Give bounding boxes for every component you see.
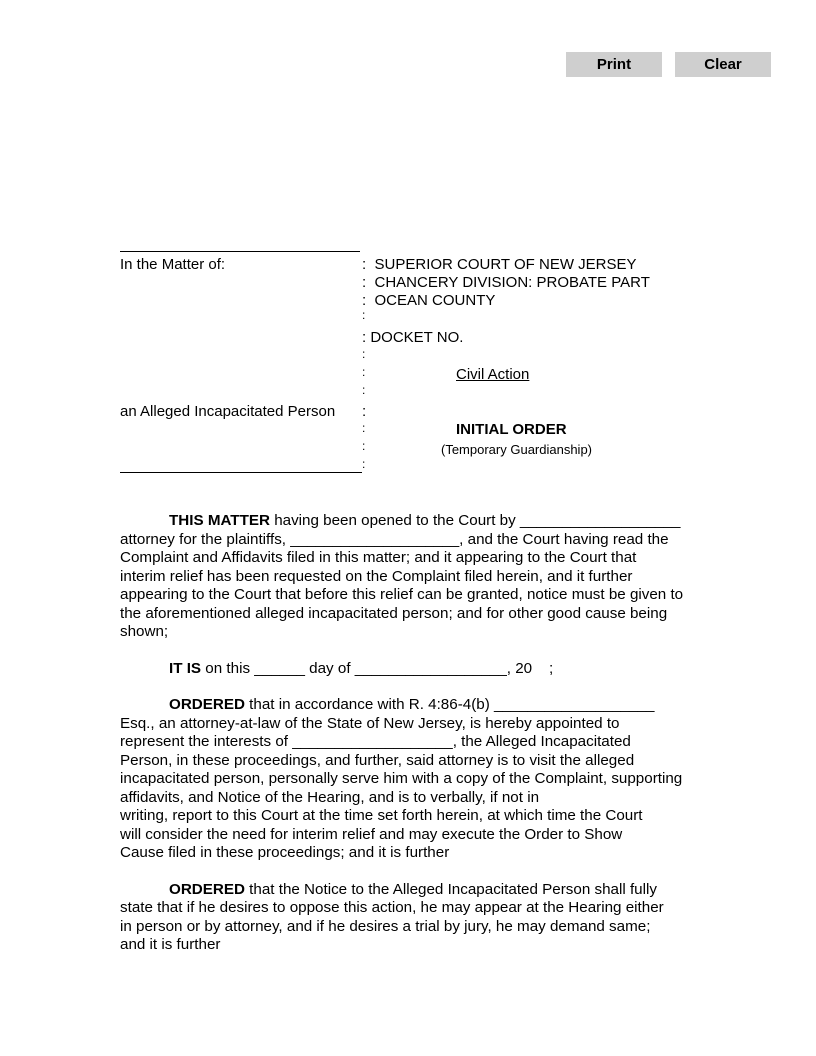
p1-line-5: appearing to the Court that before this relief can be granted, notice must be given to: [120, 586, 684, 603]
clear-button[interactable]: Clear: [675, 52, 771, 77]
p1-line-3: Complaint and Affidavits filed in this matter; and it appearing to the Court that: [120, 549, 637, 566]
p1-line-7: shown;: [120, 623, 169, 640]
p2-line-1: [169, 660, 553, 678]
docket-label: DOCKET NO.: [370, 329, 464, 346]
p3-line-8: will consider the need for interim relief and may execute the Order to Show: [120, 826, 623, 843]
colon-sep: :: [362, 308, 366, 322]
p3-line-5: incapacitated person, personally serve him with a copy of the Complaint, supporting: [120, 770, 683, 787]
p4-line-4: and it is further: [120, 936, 221, 953]
p2-text-1: on this ______ day of __________________, 20 ;: [201, 660, 554, 677]
colon-sep: :: [362, 439, 366, 453]
p1-line-4: interim relief has been requested on the Complaint filed herein, and it further: [120, 568, 633, 585]
this-matter-bold: THIS MATTER: [169, 512, 270, 529]
alleged-person-label: an Alleged Incapacitated Person: [120, 403, 336, 420]
it-is-bold: IT IS: [169, 660, 202, 677]
p3-line-6: affidavits, and Notice of the Hearing, and is to verbally, if not in: [120, 789, 540, 806]
p3-line-9: Cause filed in these proceedings; and it is further: [120, 844, 450, 861]
p1-text-1: having been opened to the Court by ___________________: [269, 512, 681, 529]
ordered-bold-2: ORDERED: [169, 881, 245, 898]
p3-line-7: writing, report to this Court at the time set forth herein, at which time the Court: [120, 807, 643, 824]
docket-line: : DOCKET NO.: [362, 329, 464, 346]
colon-sep: :: [362, 365, 366, 379]
p3-line-4: Person, in these proceedings, and further, said attorney is to visit the alleged: [120, 752, 635, 769]
court-line-3: : OCEAN COUNTY: [362, 292, 496, 309]
p4-text-1: that the Notice to the Alleged Incapacitated Person shall fully: [244, 881, 657, 898]
order-title: INITIAL ORDER: [456, 421, 567, 438]
p3-line-3: represent the interests of ___________________, the Alleged Incapacitated: [120, 733, 631, 750]
colon-sep: :: [362, 347, 366, 361]
ordered-bold-1: ORDERED: [169, 696, 245, 713]
p1-line-1: [169, 512, 680, 530]
court-line-2: : CHANCERY DIVISION: PROBATE PART: [362, 274, 650, 291]
colon-sep: :: [362, 457, 366, 471]
caption-top-rule: [120, 251, 360, 252]
p1-line-2: attorney for the plaintiffs, ____________________, and the Court having read the: [120, 531, 669, 548]
colon-sep: :: [362, 383, 366, 397]
p3-line-1: [169, 696, 654, 714]
order-subtitle: (Temporary Guardianship): [441, 442, 593, 457]
court-line-1: : SUPERIOR COURT OF NEW JERSEY: [362, 256, 637, 273]
p4-line-3: in person or by attorney, and if he desires a trial by jury, he may demand same;: [120, 918, 651, 935]
p3-text-1: that in accordance with R. 4:86-4(b) ___________________: [244, 696, 655, 713]
p3-line-2: Esq., an attorney-at-law of the State of New Jersey, is hereby appointed to: [120, 715, 620, 732]
p1-line-6: the aforementioned alleged incapacitated person; and for other good cause being: [120, 605, 668, 622]
print-button[interactable]: Print: [566, 52, 662, 77]
civil-action-text: Civil Action: [456, 366, 530, 383]
court-division: CHANCERY DIVISION: PROBATE PART: [374, 274, 650, 291]
colon-sep: :: [362, 403, 367, 420]
colon-sep: :: [362, 421, 366, 435]
court-name: SUPERIOR COURT OF NEW JERSEY: [374, 256, 637, 273]
p4-line-2: state that if he desires to oppose this action, he may appear at the Hearing either: [120, 899, 664, 916]
court-county: OCEAN COUNTY: [374, 292, 496, 309]
in-the-matter-label: In the Matter of:: [120, 256, 226, 273]
civil-action-label: [456, 366, 529, 384]
p4-line-1: [169, 881, 657, 899]
caption-bottom-rule: [120, 472, 362, 473]
